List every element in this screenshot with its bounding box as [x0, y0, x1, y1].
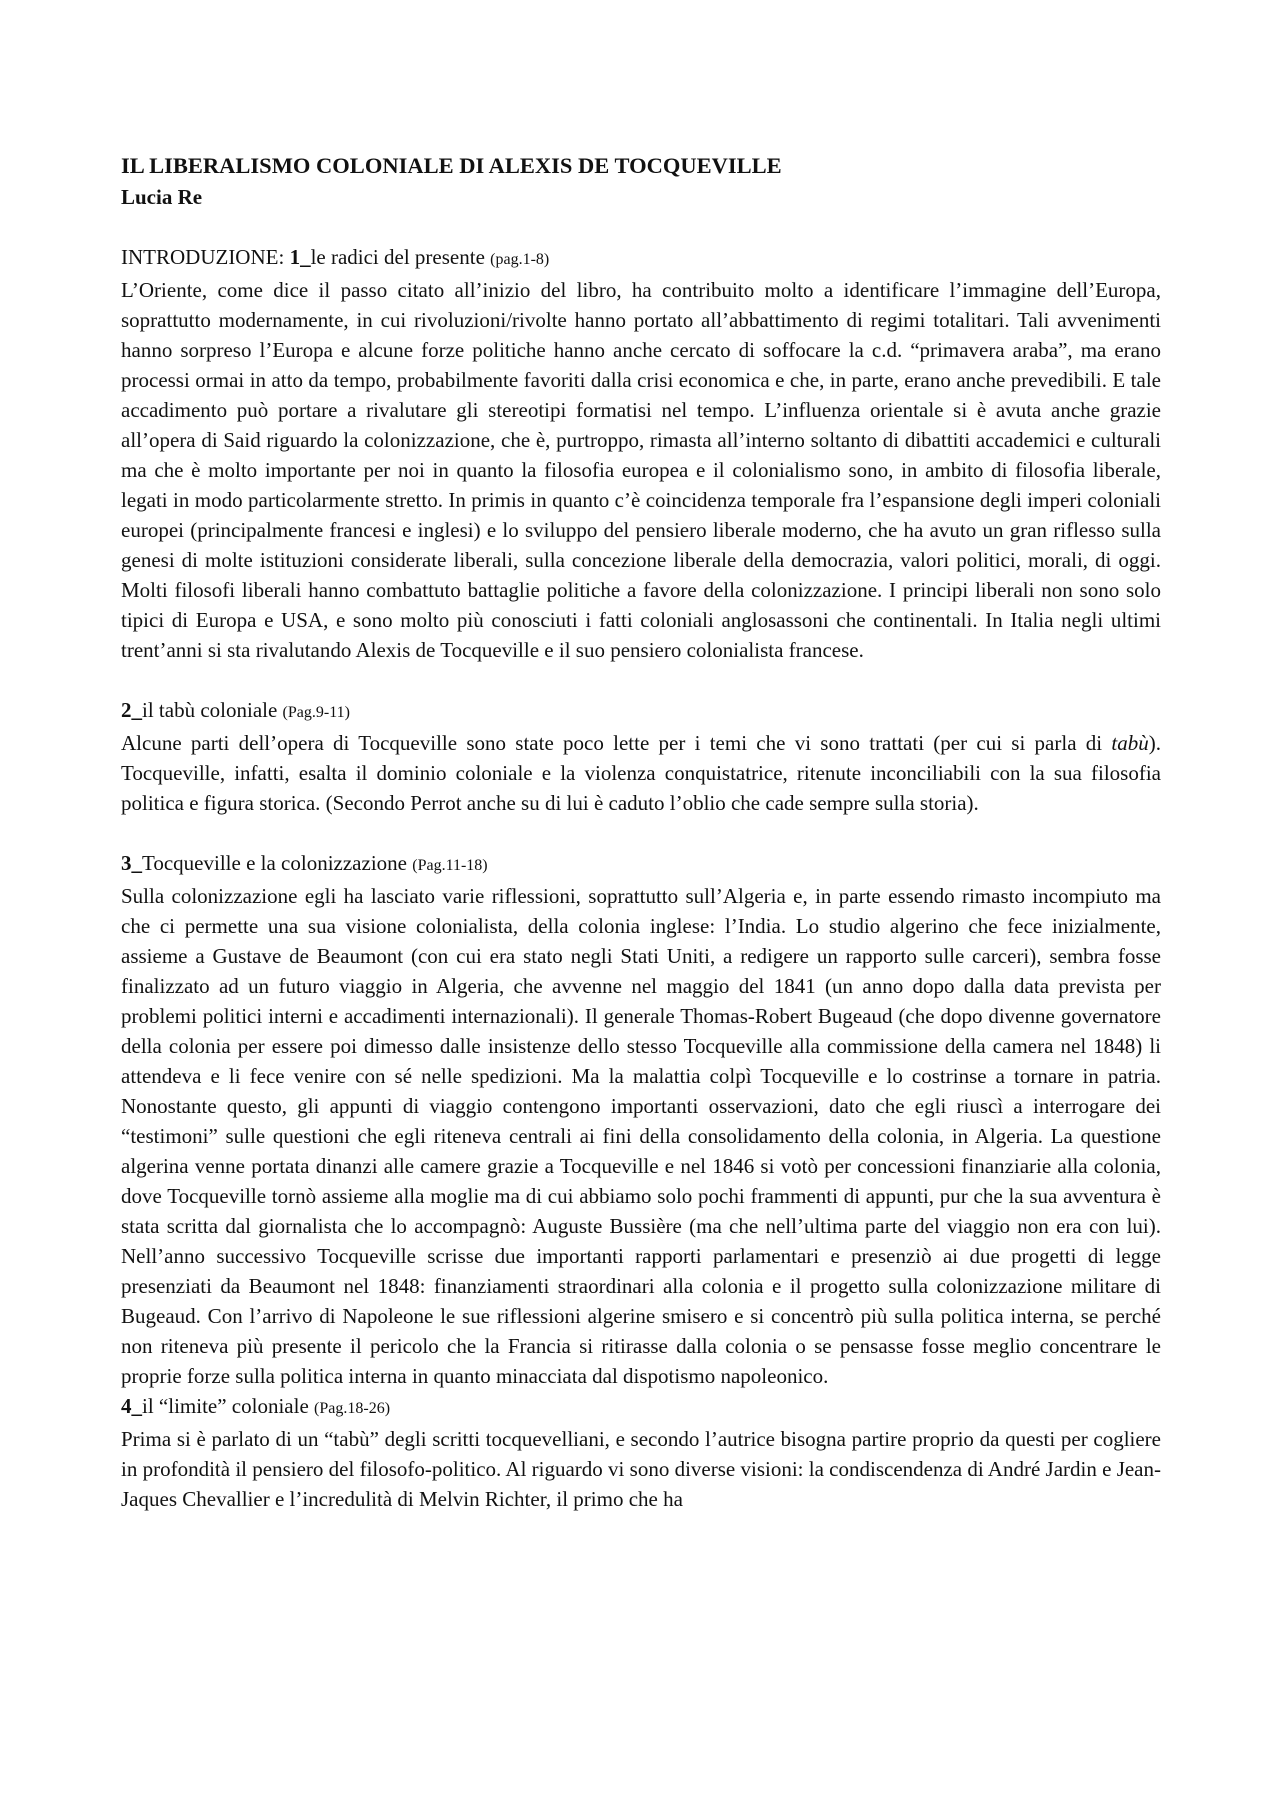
truncated-paragraph-wrapper — [121, 1424, 1161, 1574]
section-number: 1_ — [289, 245, 311, 269]
section-title: le radici del presente — [310, 245, 485, 269]
paragraph-gap — [121, 665, 1161, 695]
section-heading-3 — [121, 848, 1161, 881]
paragraph-text: Alcune parti dell’opera di Tocqueville sono state poco lette per i temi che vi sono trattati (per cui si parla di — [121, 731, 1112, 755]
section-heading-1 — [121, 242, 1161, 275]
section-paragraph-2 — [121, 728, 1161, 818]
section-heading-2 — [121, 695, 1161, 728]
section-paragraph-1: L’Oriente, come dice il passo citato all’inizio del libro, ha contribuito molto a identificare l’immagine dell’Europa, soprattutto modernamente, in cui rivoluzioni/rivolte hanno portato all’abbattimento di regimi totalitari. Tali avvenimenti hanno sorpreso l’Europa e alcune forze politiche hanno anche cercato di soffocare la c.d. “primavera araba”, ma erano processi ormai in atto da tempo, probabilmente favoriti dalla crisi economica e che, in parte, erano anche prevedibili. E tale accadimento può portare a rivalutare gli stereotipi formatisi nel tempo. L’influenza orientale si è avuta anche grazie all’opera di Said riguardo la colonizzazione, che è, purtroppo, rimasta all’interno soltanto di dibattiti accademici e culturali ma che è molto importante per noi in quanto la filosofia europea e il colonialismo sono, in ambito di filosofia liberale, legati in modo particolarmente stretto. In primis in quanto c’è coincidenza temporale fra l’espansione degli imperi coloniali europei (principalmente francesi e inglesi) e lo sviluppo del pensiero liberale moderno, che ha avuto un gran riflesso sulla genesi di molte istituzioni considerate liberali, sulla concezione liberale della democrazia, valori politici, morali, di oggi. Molti filosofi liberali hanno combattuto battaglie politiche a favore della colonizzazione. I principi liberali non sono solo tipici di Europa e USA, e sono molto più conosciuti i fatti coloniali anglosassoni che continentali. In Italia negli ultimi trent’anni si sta rivalutando Alexis de Tocqueville e il suo pensiero colonialista francese. — [121, 278, 1161, 662]
section-paragraph-4: Prima si è parlato di un “tabù” degli scritti tocquevelliani, e secondo l’autrice bisogna partire proprio da questi per cogliere in profondità il pensiero del filosofo-politico. Al riguardo vi sono diverse visioni: la condiscendenza di André Jardin e Jean-Jaques Chevallier e l’incredulità di Melvin Richter, il primo che ha — [121, 1427, 1161, 1511]
page-reference: (Pag.18-26) — [314, 1400, 391, 1417]
section-paragraph-3: Sulla colonizzazione egli ha lasciato varie riflessioni, soprattutto sull’Algeria e, in parte essendo rimasto incompiuto ma che ci permette una sua visione colonialista, della colonia inglese: l’India. Lo studio algerino che fece inizialmente, assieme a Gustave de Beaumont (con cui era stato negli Stati Uniti, a redigere un rapporto sulle carceri), sembra fosse finalizzato ad un futuro viaggio in Algeria, che avvenne nel maggio del 1841 (un anno dopo dalla data prevista per problemi politici interni e accadimenti internazionali). Il generale Thomas-Robert Bugeaud (che dopo divenne governatore della colonia per essere poi dimesso dalle insistenze dello stesso Tocqueville alla commissione della camera nel 1848) li attendeva e li fece venire con sé nelle spedizioni. Ma la malattia colpì Tocqueville e lo costrinse a tornare in patria. Nonostante questo, gli appunti di viaggio contengono importanti osservazioni, dato che egli riuscì a interrogare dei “testimoni” sulle questioni che egli riteneva centrali ai fini della consolidamento della colonia, in Algeria. La questione algerina venne portata dinanzi alle camere grazie a Tocqueville e nel 1846 si votò per concessioni finanziarie alla colonia, dove Tocqueville tornò assieme alla moglie ma di cui abbiamo solo pochi frammenti di appunti, pur che la sua avventura è stata scritta dal giornalista che lo accompagnò: Auguste Bussière (ma che nell’ultima parte del viaggio non era con lui). Nell’anno successivo Tocqueville scrisse due importanti rapporti parlamentari e presenziò ai due progetti di legge presenziati da Beaumont nel 1848: finanziamenti straordinari alla colonia e il progetto sulla colonizzazione militare di Bugeaud. Con l’arrivo di Napoleone le sue riflessioni algerine smisero e si concentrò più sulla politica interna, se perché non riteneva più presente il pericolo che la Francia si ritirasse dalla colonia o se pensasse fosse meglio concentrare le proprie forze sulla politica interna in quanto minacciata dal dispotismo napoleonico. — [121, 884, 1161, 1388]
document-title: IL LIBERALISMO COLONIALE DI ALEXIS DE TOCQUEVILLE — [121, 153, 782, 178]
page-reference: (Pag.11-18) — [412, 857, 488, 874]
section-title: Tocqueville e la colonizzazione — [142, 851, 407, 875]
section-heading-4 — [121, 1391, 1161, 1424]
page-reference: (pag.1-8) — [490, 251, 550, 268]
page-reference: (Pag.9-11) — [282, 704, 350, 721]
section-title: il tabù coloniale — [142, 698, 278, 722]
section-number: 2_ — [121, 698, 142, 722]
section-title: il “limite” coloniale — [142, 1394, 309, 1418]
document-author: Lucia Re — [121, 185, 203, 209]
section-number: 4_ — [121, 1394, 142, 1418]
paragraph-gap — [121, 818, 1161, 848]
emphasized-word: tabù — [1111, 731, 1149, 755]
section-prefix: INTRODUZIONE: — [121, 245, 290, 269]
paragraph-text: ). Tocqueville, infatti, esalta il dominio coloniale e la violenza conquistatrice, ritenute inconciliabili con la sua filosofia politica e figura storica. (Secondo Perrot anche su di lui è caduto l’oblio che cade sempre sulla storia). — [121, 731, 1161, 815]
document-body — [121, 150, 1161, 1574]
section-number: 3_ — [121, 851, 142, 875]
